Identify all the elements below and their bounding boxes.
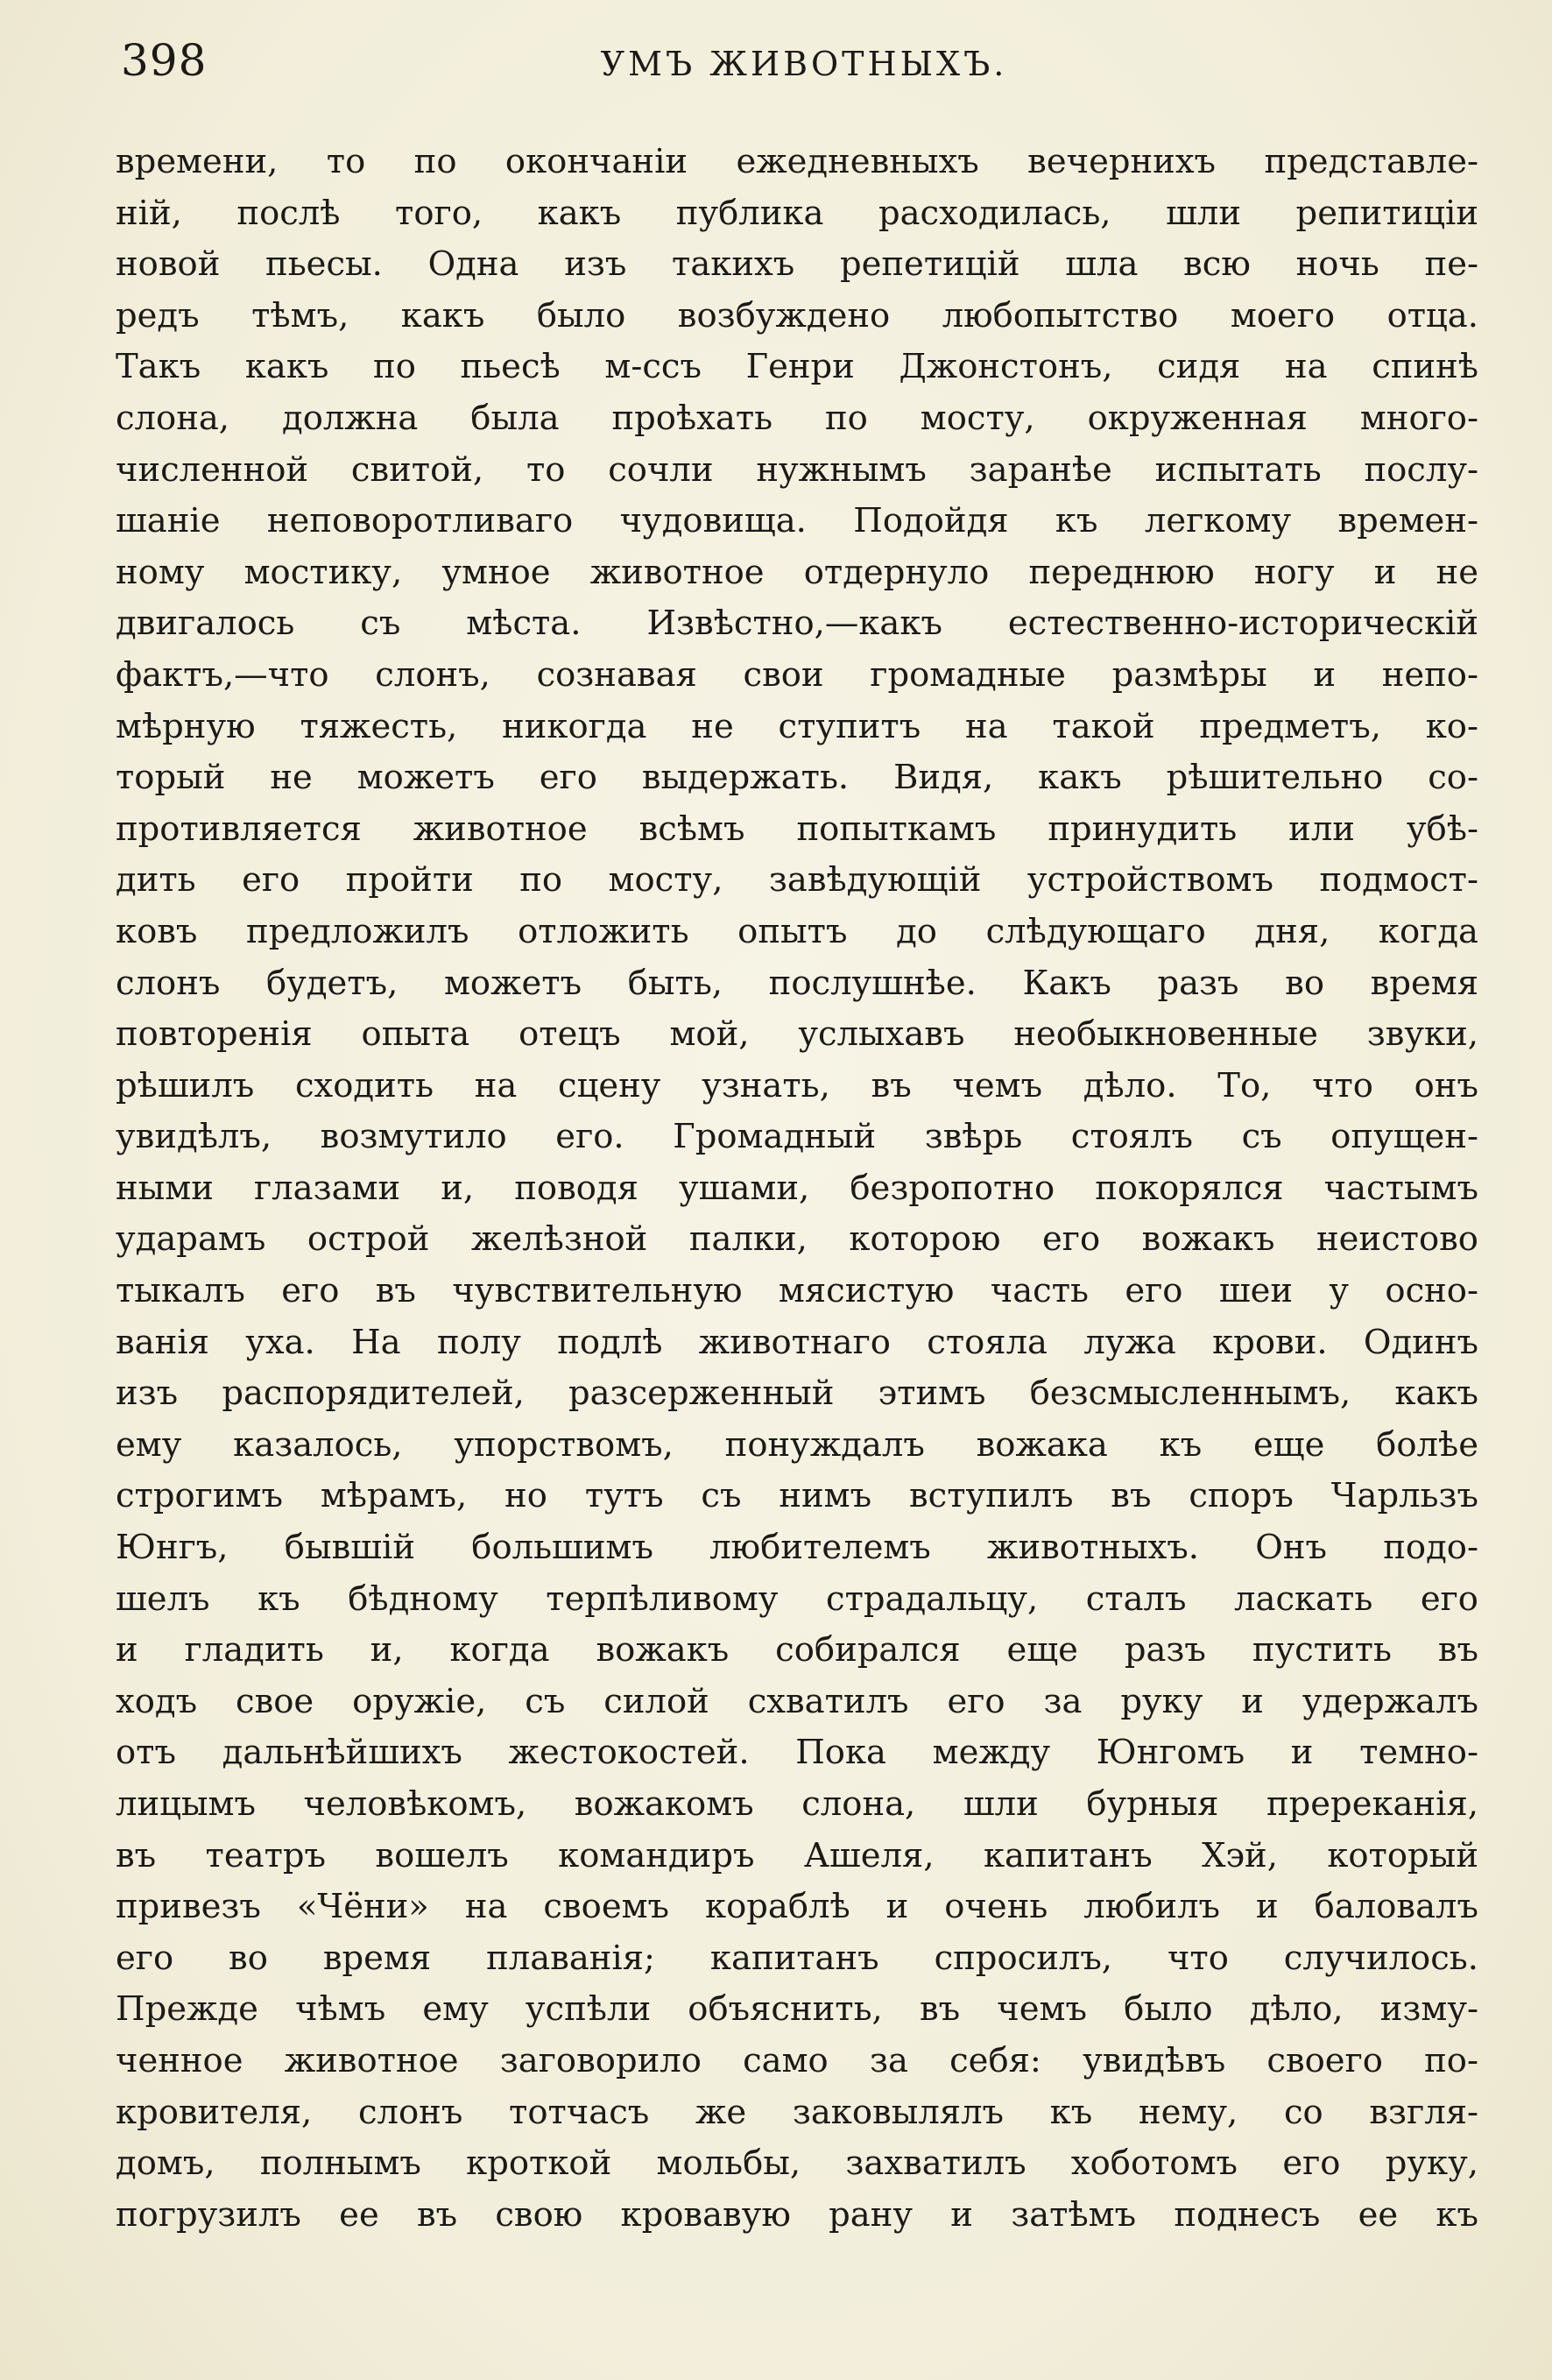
text-line: погрузилъ ее въ свою кровавую рану и затѣмъ поднесъ ее къ <box>116 2194 1478 2235</box>
text-line: противляется животное всѣмъ попыткамъ принудить или убѣ- <box>116 809 1478 849</box>
running-title: УМЪ ЖИВОТНЫХЪ. <box>600 45 1008 83</box>
text-line: ванія уха. На полу подлѣ животнаго стояла лужа крови. Одинъ <box>116 1322 1478 1362</box>
text-line: редъ тѣмъ, какъ было возбуждено любопытство моего отца. <box>116 295 1478 335</box>
text-line: ходъ свое оружіе, съ силой схватилъ его за руку и удержалъ <box>116 1681 1478 1721</box>
text-line: шелъ къ бѣдному терпѣливому страдальцу, сталъ ласкать его <box>116 1578 1478 1619</box>
text-line: рѣшилъ сходить на сцену узнать, въ чемъ дѣло. То, что онъ <box>116 1065 1478 1105</box>
text-line: мѣрную тяжесть, никогда не ступитъ на такой предметъ, ко- <box>116 706 1478 746</box>
text-line: Прежде чѣмъ ему успѣли объяснить, въ чемъ было дѣло, изму- <box>116 1989 1478 2030</box>
text-line: повторенія опыта отецъ мой, услыхавъ необыкновенные звуки, <box>116 1014 1478 1055</box>
page-number: 398 <box>121 35 208 86</box>
text-line: тыкалъ его въ чувствительную мясистую часть его шеи у осно- <box>116 1271 1478 1311</box>
text-line: времени, то по окончаніи ежедневныхъ вечернихъ представле- <box>116 142 1478 181</box>
text-line: домъ, полнымъ кроткой мольбы, захватилъ хоботомъ его руку, <box>116 2143 1478 2184</box>
text-line: ударамъ острой желѣзной палки, которою его вожакъ неистово <box>116 1219 1478 1260</box>
text-line: ному мостику, умное животное отдернуло переднюю ногу и не <box>116 552 1478 592</box>
text-line: новой пьесы. Одна изъ такихъ репетицій шла всю ночь пе- <box>116 244 1478 285</box>
text-line: Такъ какъ по пьесѣ м-ссъ Генри Джонстонъ, сидя на спинѣ <box>116 347 1478 387</box>
text-line: въ театръ вошелъ командиръ Ашеля, капитанъ Хэй, который <box>116 1835 1478 1875</box>
text-line: слонъ будетъ, можетъ быть, послушнѣе. Какъ разъ во время <box>116 963 1478 1003</box>
text-line: его во время плаванія; капитанъ спросилъ, что случилось. <box>116 1938 1478 1978</box>
text-line: двигалось съ мѣста. Извѣстно,—какъ естественно-историческій <box>116 604 1478 644</box>
text-line: дить его пройти по мосту, завѣдующій устройствомъ подмост- <box>116 860 1478 900</box>
text-line: и гладить и, когда вожакъ собирался еще разъ пустить въ <box>116 1630 1478 1670</box>
text-line: фактъ,—что слонъ, сознавая свои громадные размѣры и непо- <box>116 654 1478 695</box>
text-line: слона, должна была проѣхать по мосту, окруженная много- <box>116 398 1478 438</box>
text-line: численной свитой, то сочли нужнымъ заранѣе испытать послу- <box>116 449 1478 490</box>
text-line: изъ распорядителей, разсерженный этимъ безсмысленнымъ, какъ <box>116 1374 1478 1414</box>
text-line: торый не можетъ его выдержать. Видя, какъ рѣшительно со- <box>116 758 1478 798</box>
text-line: лицымъ человѣкомъ, вожакомъ слона, шли бурныя пререканія, <box>116 1784 1478 1824</box>
text-line: Юнгъ, бывшій большимъ любителемъ животныхъ. Онъ подо- <box>116 1528 1478 1568</box>
text-line: кровителя, слонъ тотчасъ же заковылялъ къ нему, со взгля- <box>116 2092 1478 2132</box>
text-line: ченное животное заговорило само за себя: увидѣвъ своего по- <box>116 2040 1478 2080</box>
text-line: строгимъ мѣрамъ, но тутъ съ нимъ вступилъ въ споръ Чарльзъ <box>116 1476 1478 1516</box>
page-header <box>121 30 1487 91</box>
text-line: увидѣлъ, возмутило его. Громадный звѣрь стоялъ съ опущен- <box>116 1117 1478 1157</box>
text-line: ковъ предложилъ отложить опытъ до слѣдующаго дня, когда <box>116 911 1478 951</box>
text-line: ній, послѣ того, какъ публика расходилась, шли репитиціи <box>116 193 1478 233</box>
text-line: отъ дальнѣйшихъ жестокостей. Пока между Юнгомъ и темно- <box>116 1733 1478 1773</box>
text-line: привезъ «Чёни» на своемъ кораблѣ и очень любилъ и баловалъ <box>116 1887 1478 1927</box>
text-line: шаніе неповоротливаго чудовища. Подойдя къ легкому времен- <box>116 501 1478 541</box>
body-text <box>116 137 1478 2241</box>
text-line: ему казалось, упорствомъ, понуждалъ вожака къ еще болѣе <box>116 1424 1478 1465</box>
text-line: ными глазами и, поводя ушами, безропотно покорялся частымъ <box>116 1168 1478 1208</box>
